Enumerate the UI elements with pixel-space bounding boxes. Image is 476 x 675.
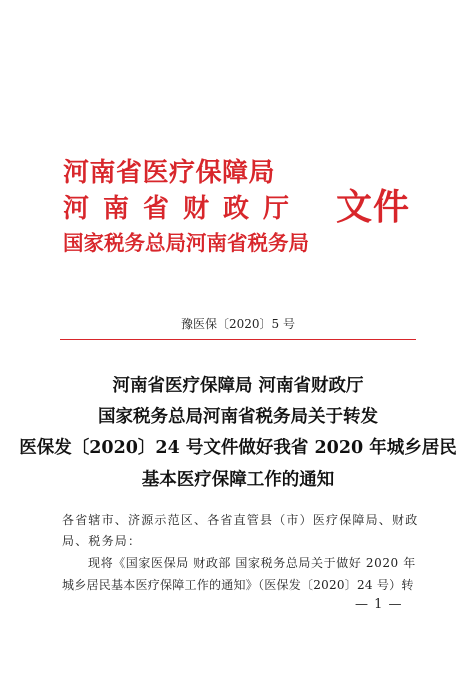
document-title-line-3: 医保发〔2020〕24 号文件做好我省 2020 年城乡居民 [19, 438, 457, 458]
addressee-line-1: 各省辖市、济源示范区、各省直管县（市）医疗保障局、财政 [62, 513, 419, 527]
page-number: — 1 — [355, 597, 403, 612]
document-number: 豫医保〔2020〕5 号 [181, 317, 295, 331]
issuer-name-3: 国家税务总局河南省税务局 [63, 231, 309, 255]
body-paragraph-line-2: 城乡居民基本医疗保障工作的通知》（医保发〔2020〕24 号）转 [62, 578, 414, 592]
document-title-line-4: 基本医疗保障工作的通知 [141, 470, 335, 490]
red-separator-line [60, 339, 416, 340]
document-type-label: 文件 [336, 186, 411, 228]
body-paragraph-line-1: 现将《国家医保局 财政部 国家税务总局关于做好 2020 年 [88, 556, 416, 570]
issuer-name-1: 河南省医疗保障局 [63, 158, 276, 188]
document-title-line-2: 国家税务总局河南省税务局关于转发 [98, 407, 378, 427]
addressee-line-2: 局、税务局： [62, 534, 142, 548]
issuer-name-2: 河南省财政厅 [63, 194, 304, 224]
document-title-line-1: 河南省医疗保障局 河南省财政厅 [112, 376, 364, 396]
